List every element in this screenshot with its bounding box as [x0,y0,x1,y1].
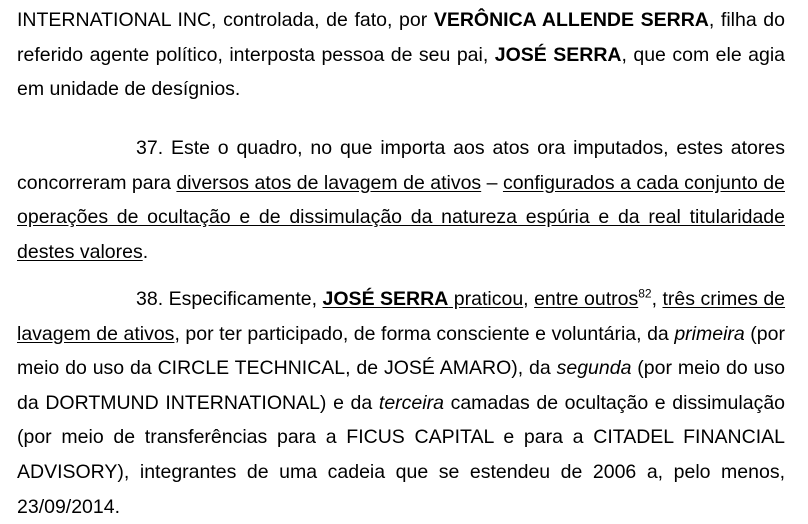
p3-text-7: camadas de ocultação e dissimulação (por meio de transferências para a FICUS CAPITAL e para a CITADEL FINANCIAL ADVISORY), integrantes de uma cadeia que se estendeu de 2006 a, pelo menos, 23/09/2014. [17,391,786,518]
name-jose-serra: JOSÉ SERRA [494,43,622,66]
p1-text-1: INTERNATIONAL INC, controlada, de fato, por [17,9,434,31]
p3-underlined-tres-crimes: três crimes de lavagem de ativos [17,288,786,345]
p2-text-3: . [142,240,149,263]
p1-text-3: , que com ele agia em unidade de desígnios. [17,43,786,101]
p3-italic-segunda: segunda [556,357,632,380]
p2-dash: – [481,171,503,194]
name-veronica-allende-serra: VERÔNICA ALLENDE SERRA [433,9,709,31]
p2-underlined-1: diversos atos de lavagem de ativos [176,171,482,194]
p3-text-1: 38. Especificamente, [136,288,323,310]
p3-comma-1: , [523,288,535,310]
p3-text-4: , por ter participado, de forma consciente e voluntária, da [174,322,675,345]
name-jose-serra-underlined: JOSÉ SERRA [322,288,449,310]
p2-text-1: 37. Este o quadro, no que importa aos atos ora imputados, estes atores concorreram para [17,137,785,194]
paragraph-continuation [17,3,785,107]
paragraph-37 [17,131,785,269]
footnote-ref-82[interactable]: 82 [638,286,652,301]
p1-text-2: , filha do referido agente político, interposta pessoa de seu pai, [17,9,785,66]
p3-underlined-entre-outros: entre outros [534,288,639,310]
p3-text-5: (por meio do uso da CIRCLE TECHNICAL, de JOSÉ AMARO), da [17,322,785,380]
p3-comma-2: , [651,288,663,310]
p3-italic-terceira: terceira [378,391,444,414]
p3-italic-primeira: primeira [674,322,745,345]
p3-underlined-praticou: praticou [448,288,524,310]
p2-underlined-2: configurados a cada conjunto de operações de ocultação e de dissimulação da natureza espúria e da real titularidade destes valores [17,171,785,263]
paragraph-38 [17,282,785,524]
p3-text-6: (por meio do uso da DORTMUND INTERNATIONAL) e da [17,357,785,414]
